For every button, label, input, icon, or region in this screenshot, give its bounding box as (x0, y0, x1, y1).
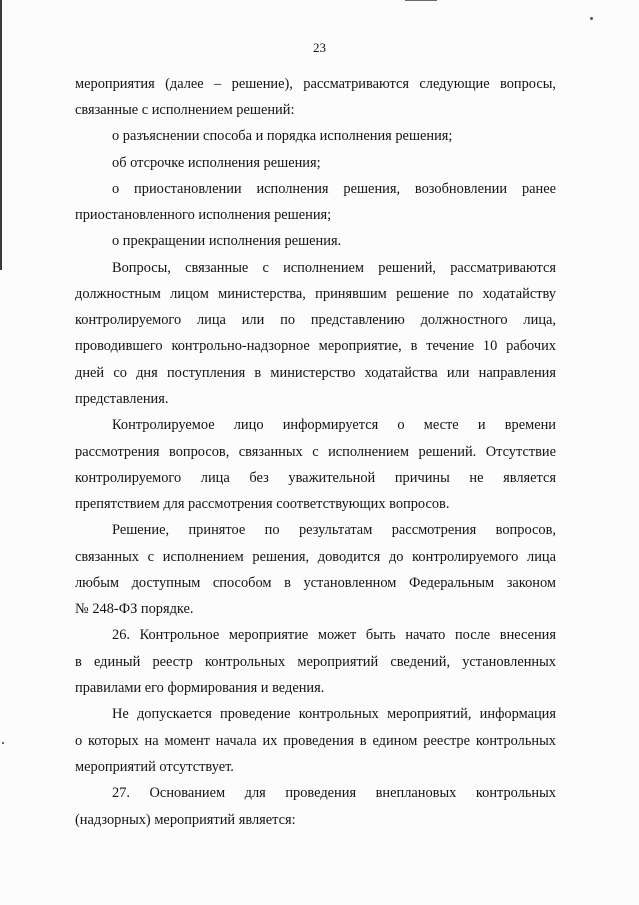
text-line: любым доступным способом в установленном Федеральным законом (75, 575, 556, 591)
text-line: представления. (75, 391, 169, 407)
text-line: о разъяснении способа и порядка исполнения решения; (112, 128, 453, 144)
text-line: Решение, принятое по результатам рассмотрения вопросов, (112, 522, 556, 538)
text-line: Вопросы, связанные с исполнением решений, рассматриваются (112, 260, 556, 276)
text-line: контролируемого лица без уважительной причины не является (75, 470, 556, 486)
scan-edge-mark (405, 0, 437, 1)
text-line: о прекращении исполнения решения. (112, 233, 342, 249)
text-line: правилами его формирования и ведения. (75, 680, 325, 696)
text-line: мероприятия (далее – решение), рассматриваются следующие вопросы, (75, 76, 556, 92)
text-line: приостановленного исполнения решения; (75, 207, 332, 223)
text-line: рассмотрения вопросов, связанных с исполнением решений. Отсутствие (75, 444, 556, 460)
text-line: контролируемого лица или по представлению должностного лица, (75, 312, 556, 328)
text-line: связанные с исполнением решений: (75, 102, 295, 118)
text-line: связанных с исполнением решения, доводится до контролируемого лица (75, 549, 556, 565)
text-line: 26. Контрольное мероприятие может быть начато после внесения (112, 627, 556, 643)
text-line: об отсрочке исполнения решения; (112, 155, 321, 171)
text-line: должностным лицом министерства, принявшим решение по ходатайству (75, 286, 556, 302)
text-line: 27. Основанием для проведения внеплановых контрольных (112, 785, 556, 801)
text-line: дней со дня поступления в министерство ходатайства или направления (75, 365, 556, 381)
text-line: № 248-ФЗ порядке. (75, 601, 194, 617)
text-line: Контролируемое лицо информируется о месте и времени (112, 417, 556, 433)
scan-speck (2, 742, 4, 744)
text-line: в единый реестр контрольных мероприятий сведений, установленных (75, 654, 556, 670)
page-number: 23 (313, 40, 326, 55)
text-line: (надзорных) мероприятий является: (75, 812, 296, 828)
text-line: препятствием для рассмотрения соответствующих вопросов. (75, 496, 450, 512)
text-line: о которых на момент начала их проведения в едином реестре контрольных (75, 733, 556, 749)
text-line: мероприятий отсутствует. (75, 759, 234, 775)
text-line: о приостановлении исполнения решения, возобновлении ранее (112, 181, 556, 197)
text-line: проводившего контрольно-надзорное мероприятие, в течение 10 рабочих (75, 338, 556, 354)
scan-speck (590, 17, 593, 20)
text-line: Не допускается проведение контрольных мероприятий, информация (112, 706, 556, 722)
